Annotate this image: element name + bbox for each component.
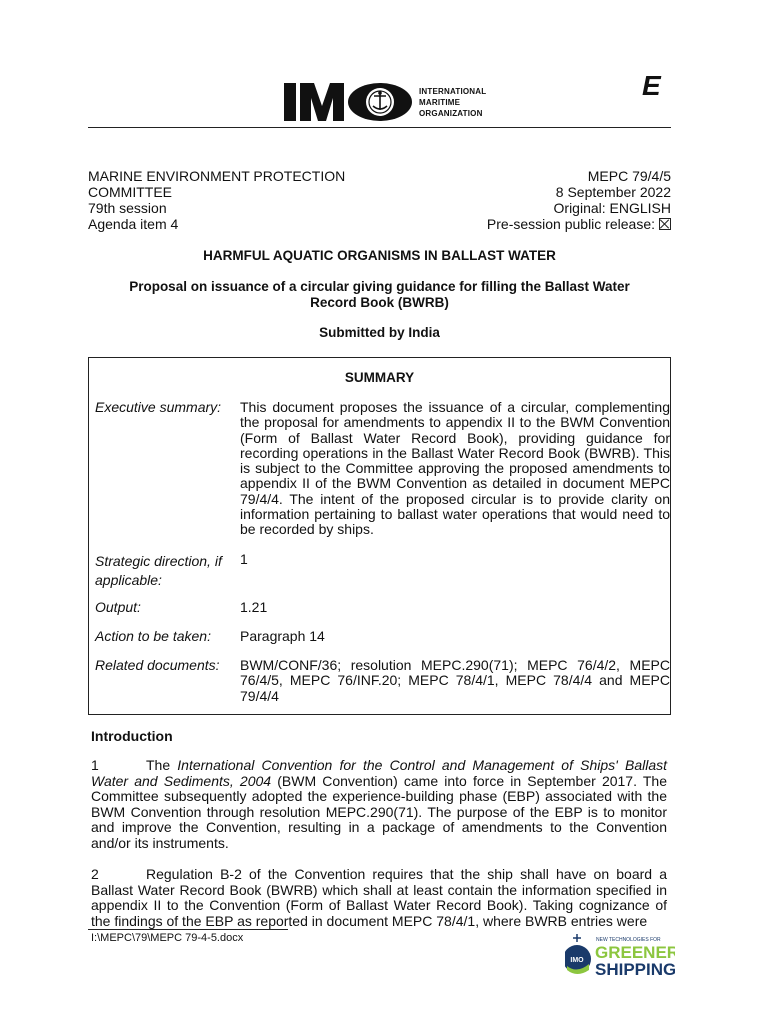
committee-line-2: COMMITTEE [88,184,172,200]
summary-label: Related documents: [95,657,220,673]
summary-label: Action to be taken: [95,628,211,644]
agenda-item: Agenda item 4 [88,216,179,232]
summary-value: Paragraph 14 [240,628,325,644]
document-subtitle: Proposal on issuance of a circular giving guidance for filling the Ballast Water Record Book (BWRB) [129,279,630,310]
paragraph-2: 2 Regulation B-2 of the Convention requires that the ship shall have on board a Ballast Water Record Book (BWRB) which shall at least contain the information specified in appendix II to the Convention (Form of Ballast Water Record Book). Taking cognizance of the findings of the EBP as reported in document MEPC 78/4/1, where BWRB entries were [91,866,667,929]
summary-value: 1 [240,551,248,567]
summary-heading: SUMMARY [344,370,415,385]
submitted-by: Submitted by India [319,325,440,340]
document-title: HARMFUL AQUATIC ORGANISMS IN BALLAST WATER [203,248,556,263]
summary-row-action [95,629,665,647]
badge-greener: GREENER [595,943,675,962]
summary-row-strategic [95,552,665,586]
summary-value: This document proposes the issuance of a circular, complementing the proposal for amendments to appendix II to the BWM Convention (Form of Ballast Water Record Book), providing guidance for recording operations in the Ballast Water Record Book (BWRB). This is subject to the Committee approving the proposed amendments to appendix II of the BWM Convention as detailed in document MEPC 79/4/4. The intent of the proposed circular is to provide clarity on information pertaining to ballast water operations that would need to be recorded by ships. [240,399,670,538]
document-date: 8 September 2022 [555,184,671,200]
badge-shipping: SHIPPING [595,960,675,979]
document-symbol: MEPC 79/4/5 [587,168,671,184]
summary-row-related [95,657,670,708]
public-release: Pre-session public release: [487,216,671,232]
checked-box-icon [659,218,671,230]
summary-row-executive [95,399,670,538]
badge-imo-text: IMO [570,957,584,964]
summary-box [88,357,671,715]
file-path: I:\MEPC\79\MEPC 79-4-5.docx [91,932,244,944]
organization-name: INTERNATIONAL MARITIME ORGANIZATION [419,87,487,118]
summary-value: 1.21 [240,599,268,615]
summary-label: Output: [95,599,141,615]
session: 79th session [88,200,167,216]
committee-info [88,168,345,232]
header-rule [88,127,671,128]
summary-label: Strategic direction, if applicable: [95,553,222,588]
convention-title: International Convention for the Control and Management of Ships' Ballast Water and Sediments, 2004 [91,757,667,789]
language-mark: E [642,70,661,101]
original-language: Original: ENGLISH [553,200,671,216]
badge-tagline: NEW TECHNOLOGIES FOR [596,937,661,943]
paragraph-number: 1 [91,757,99,773]
document-info [487,168,671,232]
introduction-heading: Introduction [91,728,173,744]
summary-label: Executive summary: [95,399,222,415]
summary-value: BWM/CONF/36; resolution MEPC.290(71); MEPC 76/4/2, MEPC 76/4/5, MEPC 76/INF.20; MEPC 78/4/1, MEPC 78/4/4 and MEPC 79/4/4 [240,657,670,704]
summary-row-output [95,600,665,618]
paragraph-1: 1 The International Convention for the Control and Management of Ships' Ballast Water and Sediments, 2004 (BWM Convention) came into force in September 2017. The Committee subsequently adopted the experience-building phase (EBP) associated with the BWM Convention through resolution MEPC.290(71). The purpose of the EBP is to monitor and improve the Convention, resulting in a package of amendments to the Convention and/or its instruments. [91,757,667,851]
greener-shipping-logo [565,932,675,982]
footer-rule [88,929,288,930]
committee-line-1: MARINE ENVIRONMENT PROTECTION [88,168,346,184]
imo-logo [282,80,414,124]
paragraph-number: 2 [91,866,99,882]
